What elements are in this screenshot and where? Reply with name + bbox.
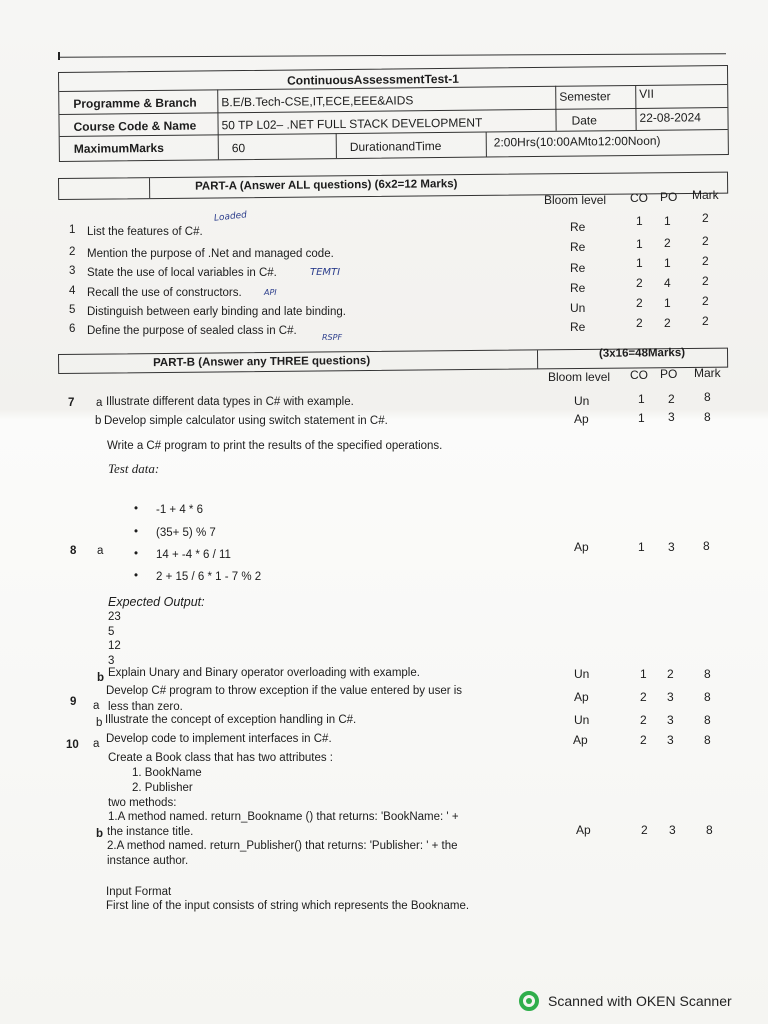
- co-value: 2: [640, 690, 647, 704]
- expected-output: 5: [108, 626, 115, 638]
- test-data-label: Test data:: [108, 461, 160, 476]
- q10b-line: instance author.: [107, 855, 189, 867]
- mark-value: 2: [702, 254, 709, 268]
- po-value: 2: [664, 316, 671, 330]
- question-number: 7: [68, 397, 75, 409]
- q10b-line: Input Format: [106, 886, 172, 898]
- question-text: Explain Unary and Binary operator overloading with example.: [108, 667, 420, 679]
- bloom-level: Ap: [574, 690, 589, 704]
- expected-output: 12: [108, 640, 121, 652]
- max-marks-value: 60: [231, 141, 246, 156]
- q10b-attr: 2. Publisher: [132, 782, 193, 794]
- mark-value: 2: [702, 211, 709, 225]
- q10b-line: 1.A method named. return_Bookname () that returns: 'BookName: ' +: [108, 811, 459, 823]
- question-text: Define the purpose of sealed class in C#.: [87, 325, 297, 337]
- duration-label: DurationandTime: [349, 138, 442, 154]
- question-number: 9: [70, 696, 77, 708]
- bloom-level: Ap: [574, 412, 589, 426]
- question-text: Recall the use of constructors.: [87, 287, 242, 299]
- test-expression: 2 + 15 / 6 * 1 - 7 % 2: [156, 571, 262, 583]
- po-value: 2: [667, 667, 674, 681]
- co-value: 2: [636, 316, 643, 330]
- handwritten-note: Loaded: [213, 210, 248, 224]
- co-value: 1: [636, 237, 643, 251]
- expected-output: 23: [108, 611, 121, 623]
- course-value: 50 TP L02– .NET FULL STACK DEVELOPMENT: [221, 115, 483, 133]
- part-b-bloom-header: Bloom level: [548, 370, 611, 384]
- bloom-level: Re: [570, 320, 586, 334]
- q10b-line: 2.A method named. return_Publisher() that returns: 'Publisher: ' + the: [107, 840, 458, 852]
- part-a-header: [58, 172, 728, 200]
- po-value: 3: [668, 540, 675, 554]
- sub-label: b: [96, 717, 103, 729]
- question-text: State the use of local variables in C#.: [87, 267, 277, 279]
- co-value: 2: [641, 823, 648, 837]
- duration-value: 2:00Hrs(10:00AMto12:00Noon): [493, 133, 661, 150]
- sub-label: a: [97, 545, 104, 557]
- sub-label: a: [93, 700, 100, 712]
- question-text: Develop code to implement interfaces in C#.: [106, 733, 332, 745]
- date-label: Date: [571, 113, 597, 128]
- bloom-level: Un: [574, 394, 590, 408]
- mark-value: 8: [704, 410, 711, 424]
- sub-label: a: [96, 397, 103, 409]
- bloom-level: Re: [570, 220, 586, 234]
- question-number: 2: [69, 246, 76, 258]
- q10b-line: the instance title.: [107, 826, 194, 838]
- handwritten-note: TEMTI: [310, 267, 341, 278]
- bloom-level: Ap: [574, 540, 589, 554]
- co-value: 1: [638, 392, 645, 406]
- question-number: 5: [69, 304, 76, 316]
- bloom-level: Re: [570, 240, 586, 254]
- co-value: 1: [636, 256, 643, 270]
- po-value: 1: [664, 214, 671, 228]
- header-table: [58, 65, 729, 162]
- handwritten-note: RSPF: [322, 333, 343, 342]
- question-number: 3: [69, 265, 76, 277]
- q10b-attr: 1. BookName: [132, 767, 202, 779]
- co-value: 1: [638, 411, 645, 425]
- sub-label: b: [97, 672, 105, 684]
- programme-label: Programme & Branch: [73, 95, 197, 111]
- oken-logo-icon: [518, 990, 540, 1012]
- part-b-title: PART-B (Answer any THREE questions): [153, 355, 371, 370]
- question-text: Develop C# program to throw exception if the value entered by user is: [106, 685, 463, 697]
- question-number: 1: [69, 224, 76, 236]
- course-label: Course Code & Name: [73, 118, 197, 134]
- question-text: Illustrate the concept of exception handling in C#.: [105, 714, 357, 726]
- part-a-co-header: CO: [630, 191, 648, 205]
- po-value: 1: [664, 256, 671, 270]
- bullet: •: [134, 503, 139, 515]
- co-value: 2: [640, 713, 647, 727]
- handwritten-note: API: [264, 288, 277, 297]
- test-expression: (35+ 5) % 7: [156, 527, 216, 539]
- mark-value: 8: [704, 390, 711, 404]
- max-marks-label: MaximumMarks: [73, 140, 164, 156]
- part-a-po-header: PO: [660, 190, 678, 204]
- programme-value: B.E/B.Tech-CSE,IT,ECE,EEE&AIDS: [221, 93, 414, 110]
- bloom-level: Un: [570, 301, 586, 315]
- bullet: •: [134, 548, 139, 560]
- bloom-level: Re: [570, 261, 586, 275]
- po-value: 2: [664, 236, 671, 250]
- mark-value: 2: [702, 234, 709, 248]
- mark-value: 8: [704, 713, 711, 727]
- part-a-mark-header: Mark: [692, 188, 719, 202]
- q10b-line: Create a Book class that has two attributes :: [108, 752, 334, 764]
- mark-value: 8: [703, 539, 710, 553]
- question-number: 10: [66, 739, 79, 751]
- bloom-level: Un: [574, 713, 590, 727]
- question-number: 4: [69, 285, 76, 297]
- mark-value: 2: [702, 274, 709, 288]
- date-value: 22-08-2024: [639, 110, 701, 125]
- bloom-level: Ap: [576, 823, 591, 837]
- po-value: 3: [667, 713, 674, 727]
- test-expression: 14 + -4 * 6 / 11: [156, 549, 231, 561]
- part-b-mark-header: Mark: [694, 366, 721, 380]
- mark-value: 2: [702, 314, 709, 328]
- scanner-text: Scanned with OKEN Scanner: [548, 993, 732, 1009]
- co-value: 1: [636, 214, 643, 228]
- mark-value: 2: [702, 294, 709, 308]
- po-value: 3: [667, 733, 674, 747]
- part-b-header: [58, 348, 728, 374]
- part-a-bloom-header: Bloom level: [544, 193, 607, 207]
- question-text-cont: less than zero.: [108, 701, 183, 713]
- expected-output: 3: [108, 655, 115, 667]
- co-value: 2: [640, 733, 647, 747]
- semester-label: Semester: [559, 89, 611, 104]
- question-text: List the features of C#.: [87, 226, 203, 238]
- po-value: 3: [667, 690, 674, 704]
- question-intro: Write a C# program to print the results of the specified operations.: [107, 440, 443, 452]
- sub-label: a: [93, 738, 100, 750]
- co-value: 1: [640, 667, 647, 681]
- question-number: 6: [69, 323, 76, 335]
- test-expression: -1 + 4 * 6: [156, 504, 203, 516]
- part-a-title: PART-A (Answer ALL questions) (6x2=12 Marks): [195, 178, 458, 193]
- question-text: Mention the purpose of .Net and managed code.: [87, 248, 334, 260]
- mark-value: 8: [704, 690, 711, 704]
- part-b-po-header: PO: [660, 367, 678, 381]
- co-value: 1: [638, 540, 645, 554]
- bullet: •: [134, 526, 139, 538]
- po-value: 4: [664, 276, 671, 290]
- mark-value: 8: [704, 733, 711, 747]
- mark-value: 8: [706, 823, 713, 837]
- sub-label: b: [95, 415, 102, 427]
- semester-value: VII: [639, 86, 655, 101]
- question-text: Illustrate different data types in C# with example.: [106, 396, 354, 408]
- po-value: 2: [668, 392, 675, 406]
- co-value: 2: [636, 296, 643, 310]
- mark-value: 8: [704, 667, 711, 681]
- test-title: ContinuousAssessmentTest-1: [287, 71, 459, 88]
- scanner-watermark: [518, 990, 732, 1012]
- co-value: 2: [636, 276, 643, 290]
- po-value: 3: [668, 410, 675, 424]
- q10b-line: two methods:: [108, 797, 177, 809]
- bloom-level: Re: [570, 281, 586, 295]
- question-text: Develop simple calculator using switch statement in C#.: [104, 415, 388, 427]
- expected-output-label: Expected Output:: [108, 595, 205, 609]
- part-b-marks: (3x16=48Marks): [598, 346, 686, 360]
- top-rule: [60, 53, 726, 57]
- question-number: 8: [70, 545, 77, 557]
- bullet: •: [134, 570, 139, 582]
- q10b-line: First line of the input consists of string which represents the Bookname.: [106, 900, 470, 912]
- bloom-level: Ap: [573, 733, 588, 747]
- part-b-co-header: CO: [630, 368, 648, 382]
- bloom-level: Un: [574, 667, 590, 681]
- po-value: 3: [669, 823, 676, 837]
- po-value: 1: [664, 296, 671, 310]
- question-text: Distinguish between early binding and late binding.: [87, 306, 346, 318]
- sub-label: b: [96, 828, 104, 840]
